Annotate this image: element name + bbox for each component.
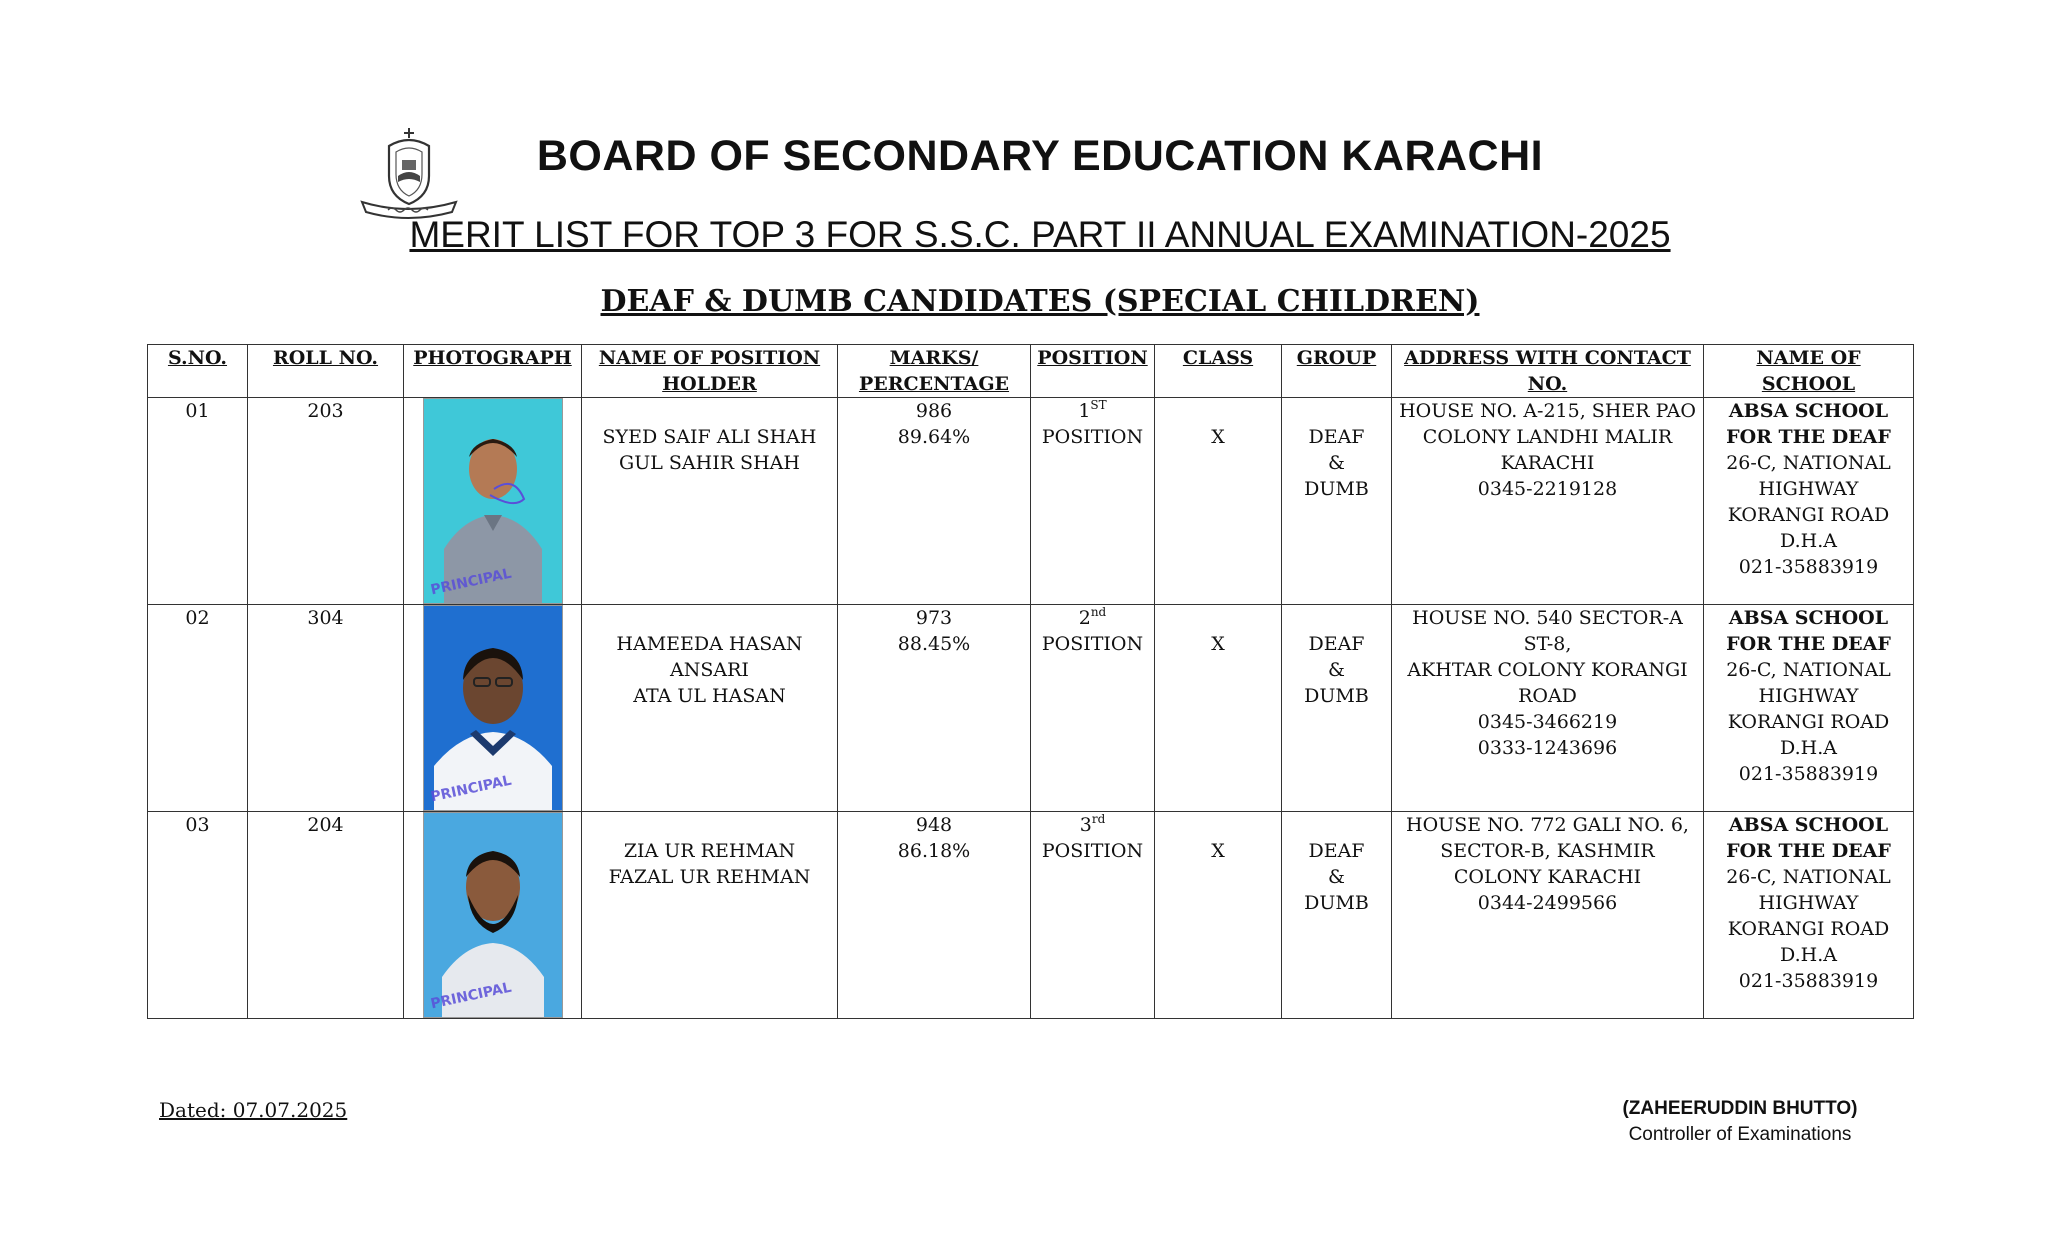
school-line: KORANGI ROAD	[1727, 711, 1890, 733]
name-line: ANSARI	[670, 659, 749, 681]
col-header-address: ADDRESS WITH CONTACT NO.	[1392, 345, 1704, 398]
cell-class	[1155, 812, 1282, 1019]
contact-line: 0333-1243696	[1477, 737, 1618, 759]
percentage-value: 86.18%	[897, 840, 971, 862]
address-line: ROAD	[1518, 685, 1577, 707]
candidate-photo	[423, 398, 563, 604]
table-row	[148, 812, 1914, 1019]
cell-address	[1392, 398, 1704, 605]
table-row	[148, 398, 1914, 605]
cell-school	[1704, 398, 1914, 605]
section-title: DEAF & DUMB CANDIDATES (SPECIAL CHILDREN)	[600, 284, 1480, 319]
col-header-group: GROUP	[1282, 345, 1392, 398]
col-header-marks: MARKS/ PERCENTAGE	[838, 345, 1031, 398]
cell-marks	[838, 812, 1031, 1019]
cell-name	[582, 605, 838, 812]
school-line: 26-C, NATIONAL	[1726, 866, 1891, 888]
cell-class	[1155, 605, 1282, 812]
school-line: ABSA SCHOOL	[1728, 814, 1889, 836]
marks-value: 973	[915, 607, 953, 629]
cell-school	[1704, 812, 1914, 1019]
address-line: COLONY LANDHI MALIR	[1422, 426, 1673, 448]
address-line: AKHTAR COLONY KORANGI	[1407, 659, 1688, 681]
school-line: 021-35883919	[1738, 763, 1879, 785]
position-suffix: ST	[1090, 398, 1107, 412]
school-line: HIGHWAY	[1758, 892, 1859, 914]
address-line: HOUSE NO. 772 GALI NO. 6,	[1406, 814, 1689, 836]
cell-photo	[404, 605, 582, 812]
group-line: DUMB	[1304, 685, 1369, 707]
address-line: KARACHI	[1500, 452, 1595, 474]
cell-group	[1282, 812, 1392, 1019]
father-name-line: FAZAL UR REHMAN	[608, 866, 811, 888]
cell-name	[582, 812, 838, 1019]
col-header-sno: S.NO.	[148, 345, 248, 398]
contact-line: 0345-3466219	[1477, 711, 1618, 733]
cell-position	[1031, 398, 1155, 605]
group-line: DEAF	[1308, 840, 1365, 862]
school-line: 26-C, NATIONAL	[1726, 659, 1891, 681]
cell-address	[1392, 605, 1704, 812]
marks-value: 986	[915, 400, 953, 422]
father-name-line: GUL SAHIR SHAH	[619, 452, 800, 474]
school-line: ABSA SCHOOL	[1728, 607, 1889, 629]
table-header-row	[148, 345, 1914, 398]
signatory-name: (ZAHEERUDDIN BHUTTO)	[1622, 1098, 1858, 1119]
school-line: KORANGI ROAD	[1727, 504, 1890, 526]
page-subtitle: MERIT LIST FOR TOP 3 FOR S.S.C. PART II ANNUAL EXAMINATION-2025	[409, 214, 1671, 255]
address-line: COLONY KARACHI	[1453, 866, 1642, 888]
col-header-photo: PHOTOGRAPH	[404, 345, 582, 398]
col-header-roll: ROLL NO.	[248, 345, 404, 398]
percentage-value: 89.64%	[897, 426, 971, 448]
signatory-designation: Controller of Examinations	[1628, 1124, 1852, 1145]
school-line: FOR THE DEAF	[1726, 633, 1891, 655]
cell-photo	[404, 812, 582, 1019]
group-line: &	[1328, 452, 1345, 474]
group-line: DUMB	[1304, 892, 1369, 914]
position-suffix: nd	[1090, 605, 1107, 619]
position-number: 1	[1078, 400, 1091, 422]
group-line: DEAF	[1308, 633, 1365, 655]
cell-position	[1031, 605, 1155, 812]
name-line: ZIA UR REHMAN	[623, 840, 796, 862]
cell-roll: 304	[248, 605, 404, 812]
school-line: D.H.A	[1780, 530, 1837, 552]
marks-value: 948	[915, 814, 953, 836]
address-line: HOUSE NO. 540 SECTOR-A ST-8,	[1412, 607, 1683, 655]
position-word: POSITION	[1041, 426, 1144, 448]
cell-marks	[838, 605, 1031, 812]
cell-roll: 203	[248, 398, 404, 605]
name-line: HAMEEDA HASAN	[616, 633, 803, 655]
col-header-school: NAME OF SCHOOL	[1704, 345, 1914, 398]
address-line: SECTOR-B, KASHMIR	[1440, 840, 1655, 862]
school-line: 26-C, NATIONAL	[1726, 452, 1891, 474]
address-line: HOUSE NO. A-215, SHER PAO	[1399, 400, 1696, 422]
principal-stamp: PRINCIPAL	[428, 979, 513, 1013]
class-value: X	[1211, 426, 1225, 448]
group-line: DEAF	[1308, 426, 1365, 448]
school-line: 021-35883919	[1738, 556, 1879, 578]
position-number: 3	[1079, 814, 1092, 836]
cell-photo	[404, 398, 582, 605]
cell-sno: 01	[148, 398, 248, 605]
cell-address	[1392, 812, 1704, 1019]
merit-table	[147, 344, 1914, 1019]
father-name-line: ATA UL HASAN	[633, 685, 786, 707]
contact-line: 0344-2499566	[1477, 892, 1618, 914]
percentage-value: 88.45%	[897, 633, 971, 655]
position-word: POSITION	[1041, 840, 1144, 862]
cell-position	[1031, 812, 1155, 1019]
signature-block	[1580, 1098, 1900, 1146]
cell-sno: 02	[148, 605, 248, 812]
col-header-class: CLASS	[1155, 345, 1282, 398]
cell-group	[1282, 605, 1392, 812]
group-line: &	[1328, 866, 1345, 888]
table-row	[148, 605, 1914, 812]
school-line: KORANGI ROAD	[1727, 918, 1890, 940]
cell-roll: 204	[248, 812, 404, 1019]
school-line: D.H.A	[1780, 737, 1837, 759]
cell-group	[1282, 398, 1392, 605]
school-line: 021-35883919	[1738, 970, 1879, 992]
school-line: D.H.A	[1780, 944, 1837, 966]
school-line: FOR THE DEAF	[1726, 840, 1891, 862]
position-number: 2	[1078, 607, 1091, 629]
cell-school	[1704, 605, 1914, 812]
group-line: DUMB	[1304, 478, 1369, 500]
col-header-position: POSITION	[1031, 345, 1155, 398]
cell-name	[582, 398, 838, 605]
position-word: POSITION	[1041, 633, 1144, 655]
school-line: ABSA SCHOOL	[1728, 400, 1889, 422]
cell-marks	[838, 398, 1031, 605]
candidate-photo	[423, 812, 563, 1018]
candidate-photo	[423, 605, 563, 811]
contact-line: 0345-2219128	[1477, 478, 1618, 500]
dated-line: Dated: 07.07.2025	[159, 1098, 348, 1122]
name-line: SYED SAIF ALI SHAH	[602, 426, 817, 448]
class-value: X	[1211, 840, 1225, 862]
school-line: HIGHWAY	[1758, 685, 1859, 707]
page-title: BOARD OF SECONDARY EDUCATION KARACHI	[536, 132, 1544, 180]
class-value: X	[1211, 633, 1225, 655]
school-line: HIGHWAY	[1758, 478, 1859, 500]
cell-class	[1155, 398, 1282, 605]
principal-stamp: PRINCIPAL	[428, 772, 513, 806]
position-suffix: rd	[1091, 812, 1106, 826]
principal-stamp: PRINCIPAL	[428, 565, 513, 599]
col-header-name: NAME OF POSITION HOLDER	[582, 345, 838, 398]
school-line: FOR THE DEAF	[1726, 426, 1891, 448]
group-line: &	[1328, 659, 1345, 681]
cell-sno: 03	[148, 812, 248, 1019]
